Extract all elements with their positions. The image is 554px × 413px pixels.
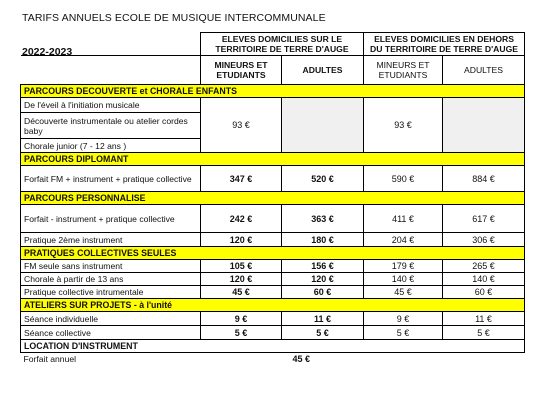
section-personnalise: PARCOURS PERSONNALISE [21,192,525,205]
price-cell: 5 € [201,326,282,340]
empty-cell [282,98,364,153]
row-label: Forfait FM + instrument + pratique collective [21,166,201,192]
section-decouverte: PARCOURS DECOUVERTE et CHORALE ENFANTS [21,85,525,98]
price-cell: 120 € [201,273,282,286]
row-label: Découverte instrumentale ou atelier cordes baby [21,113,201,139]
header-outside: ELEVES DOMICILIES EN DEHORS DU TERRITOIRE DE TERRE D'AUGE [364,33,525,56]
page-title: TARIFS ANNUELS ECOLE DE MUSIQUE INTERCOMMUNALE [22,12,326,24]
price-cell: 520 € [282,166,364,192]
empty-cell [443,98,525,153]
price-cell: 93 € [364,98,443,153]
price-cell: 140 € [443,273,525,286]
price-cell: 179 € [364,260,443,273]
row-label: Séance individuelle [21,312,201,326]
price-cell: 93 € [201,98,282,153]
header-outside-adults: ADULTES [443,56,525,85]
price-cell: 617 € [443,205,525,233]
row-label: Pratique 2ème instrument [21,233,201,247]
price-cell: 45 € [292,354,311,365]
header-inside: ELEVES DOMICILIES SUR LE TERRITOIRE DE TERRE D'AUGE [201,33,364,56]
school-year: 2022-2023 [22,46,73,58]
price-cell: 180 € [282,233,364,247]
price-cell: 204 € [364,233,443,247]
tariff-table [20,32,525,366]
section-ateliers: ATELIERS SUR PROJETS - à l'unité [21,299,525,312]
price-cell: 156 € [282,260,364,273]
price-cell: 363 € [282,205,364,233]
row-label: Forfait - instrument + pratique collective [21,205,201,233]
price-cell: 9 € [201,312,282,326]
header-outside-minors: MINEURS ET ETUDIANTS [364,56,443,85]
price-cell: 11 € [282,312,364,326]
row-label: Forfait annuel [23,354,77,365]
section-diplomant: PARCOURS DIPLOMANT [21,153,525,166]
section-location: LOCATION D'INSTRUMENT [21,340,525,353]
price-cell: 60 € [443,286,525,299]
price-cell: 590 € [364,166,443,192]
price-cell: 347 € [201,166,282,192]
price-cell: 105 € [201,260,282,273]
price-cell: 265 € [443,260,525,273]
price-cell: 45 € [201,286,282,299]
price-cell: 5 € [364,326,443,340]
price-cell: 884 € [443,166,525,192]
price-cell: 140 € [364,273,443,286]
price-cell: 45 € [364,286,443,299]
price-cell: 120 € [282,273,364,286]
header-inside-adults: ADULTES [282,56,364,85]
price-cell: 306 € [443,233,525,247]
row-label: Chorale junior (7 - 12 ans ) [21,139,201,153]
row-label: FM seule sans instrument [21,260,201,273]
price-cell: 11 € [443,312,525,326]
row-label: Pratique collective intrumentale [21,286,201,299]
price-cell: 120 € [201,233,282,247]
price-cell: 242 € [201,205,282,233]
row-label: De l'éveil à l'initiation musicale [21,98,201,113]
price-cell: 5 € [282,326,364,340]
price-cell: 411 € [364,205,443,233]
price-cell: 9 € [364,312,443,326]
row-label: Séance collective [21,326,201,340]
section-collectives: PRATIQUES COLLECTIVES SEULES [21,247,525,260]
row-label: Chorale à partir de 13 ans [21,273,201,286]
header-inside-minors: MINEURS ET ETUDIANTS [201,56,282,85]
price-cell: 60 € [282,286,364,299]
price-cell: 5 € [443,326,525,340]
